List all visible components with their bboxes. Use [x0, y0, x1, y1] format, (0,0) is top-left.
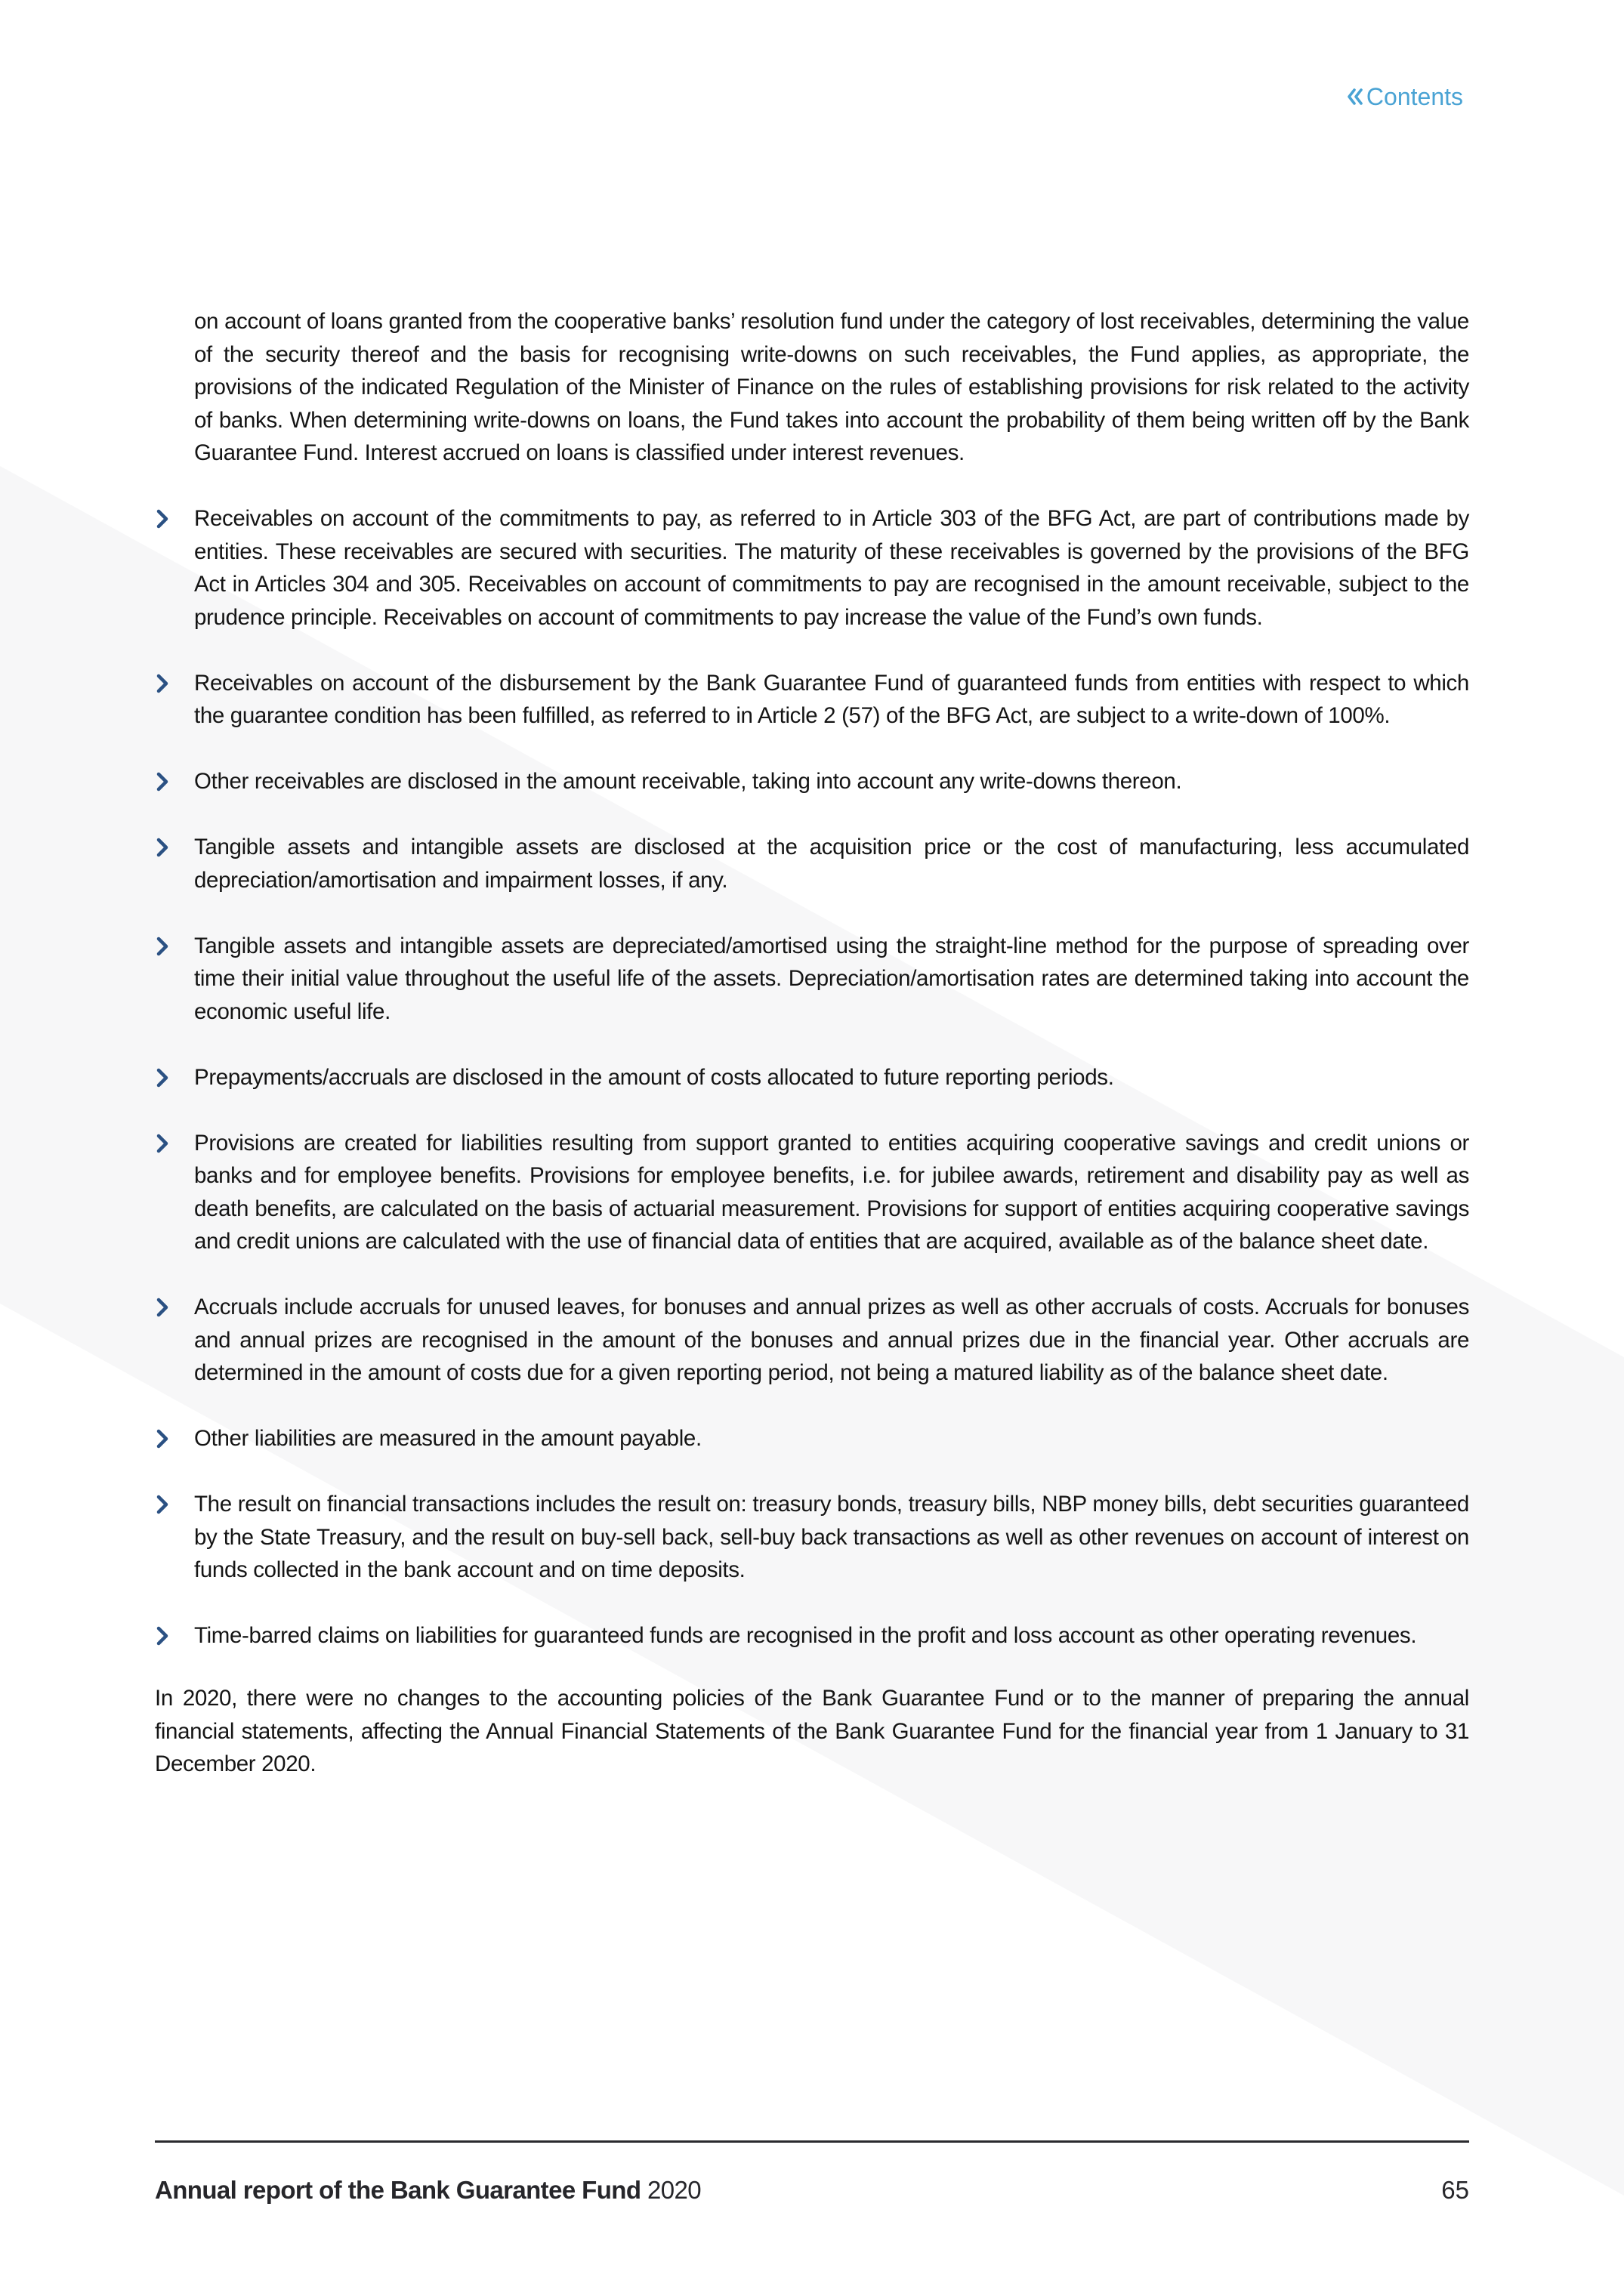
list-item-text: Receivables on account of the commitments to pay, as referred to in Article 303 of the BFG Act, are part of contributions made by entities. These receivables are secured with securities. The maturity of these receivables is governed by the provisions of the BFG Act in Articles 304 and 305. Receivables on account of commitments to pay are recognised in the amount receivable, subject to the prudence principle. Receivables on account of commitments to pay increase the value of the Fund’s own funds. [194, 506, 1469, 630]
list-item-text: Tangible assets and intangible assets are disclosed at the acquisition price or the cost of manufacturing, less accumulated depreciation/amortisation and impairment losses, if any. [194, 835, 1469, 893]
list-item [155, 1422, 1469, 1455]
list-item [155, 1291, 1469, 1390]
list-item-text: Other receivables are disclosed in the amount receivable, taking into account any write-downs thereon. [194, 769, 1182, 794]
list-item-text: Tangible assets and intangible assets are depreciated/amortised using the straight-line method for the purpose of spreading over time their initial value throughout the useful life of the assets. Depreciation/amortisation rates are determined taking into account the economic useful life. [194, 933, 1469, 1024]
double-chevron-left-icon [1347, 88, 1363, 105]
footer-report-title [155, 2174, 701, 2207]
chevron-right-icon [155, 1428, 170, 1449]
footer-title-year: 2020 [647, 2176, 701, 2204]
list-item [155, 1619, 1469, 1653]
footer-divider [155, 2140, 1469, 2143]
chevron-right-icon [155, 1133, 170, 1154]
chevron-right-icon [155, 837, 170, 858]
chevron-right-icon [155, 1625, 170, 1646]
list-item [155, 765, 1469, 798]
list-item-text: The result on financial transactions includes the result on: treasury bonds, treasury bills, NBP money bills, debt securities guaranteed by the State Treasury, and the result on buy-sell back, sell-buy back transactions as well as other revenues on account of interest on funds collected in the bank account and on time deposits. [194, 1492, 1469, 1582]
contents-link-label: Contents [1366, 83, 1463, 110]
chevron-right-icon [155, 1494, 170, 1515]
footer-title-bold: Annual report of the Bank Guarantee Fund [155, 2176, 641, 2204]
list-item [155, 831, 1469, 896]
contents-link[interactable] [1347, 82, 1463, 112]
list-item-text: Prepayments/accruals are disclosed in the amount of costs allocated to future reporting periods. [194, 1064, 1114, 1090]
list-item-text: Provisions are created for liabilities resulting from support granted to entities acquiring cooperative savings and credit unions or banks and for employee benefits. Provisions for employee benefits, i.e. for jubilee awards, retirement and disability pay as well as death benefits, are calculated on the basis of actuarial measurement. Provisions for support of entities acquiring cooperative savings and credit unions are calculated with the use of financial data of entities that are acquired, available as of the balance sheet date. [194, 1130, 1469, 1254]
lead-paragraph: on account of loans granted from the cooperative banks’ resolution fund under the category of lost receivables, determining the value of the security thereof and the basis for recognising write-downs on such receivables, the Fund applies, as appropriate, the provisions of the indicated Regulation of the Minister of Finance on the rules of establishing provisions for risk related to the activity of banks. When determining write-downs on loans, the Fund takes into account the probability of them being written off by the Bank Guarantee Fund. Interest accrued on loans is classified under interest revenues. [194, 309, 1469, 465]
list-item [155, 667, 1469, 733]
list-item-text: Time-barred claims on liabilities for guaranteed funds are recognised in the profit and loss account as other operating revenues. [194, 1623, 1417, 1648]
list-item [155, 1127, 1469, 1258]
list-item-text: Receivables on account of the disbursement by the Bank Guarantee Fund of guaranteed funds from entities with respect to which the guarantee condition has been fulfilled, as referred to in Article 2 (57) of the BFG Act, are subject to a write-down of 100%. [194, 670, 1469, 728]
chevron-right-icon [155, 936, 170, 957]
list-item [155, 1488, 1469, 1587]
list-item [155, 502, 1469, 634]
list-item-text: Accruals include accruals for unused leaves, for bonuses and annual prizes as well as other accruals of costs. Accruals for bonuses and annual prizes are recognised in the amount of the bonuses and annual prizes due in the financial year. Other accruals are determined in the amount of costs due for a given reporting period, not being a matured liability as of the balance sheet date. [194, 1295, 1469, 1385]
list-item-text: Other liabilities are measured in the amount payable. [194, 1426, 702, 1451]
chevron-right-icon [155, 1297, 170, 1318]
chevron-right-icon [155, 673, 170, 694]
list-item [155, 1061, 1469, 1094]
chevron-right-icon [155, 508, 170, 529]
accounting-policies-body [155, 305, 1469, 1781]
chevron-right-icon [155, 771, 170, 792]
policy-list [155, 502, 1469, 1653]
closing-paragraph: In 2020, there were no changes to the accounting policies of the Bank Guarantee Fund or to the manner of preparing the annual financial statements, affecting the Annual Financial Statements of the Bank Guarantee Fund for the financial year from 1 January to 31 December 2020. [155, 1686, 1469, 1776]
list-item [155, 930, 1469, 1029]
chevron-right-icon [155, 1067, 170, 1088]
page-number: 65 [1441, 2176, 1469, 2204]
